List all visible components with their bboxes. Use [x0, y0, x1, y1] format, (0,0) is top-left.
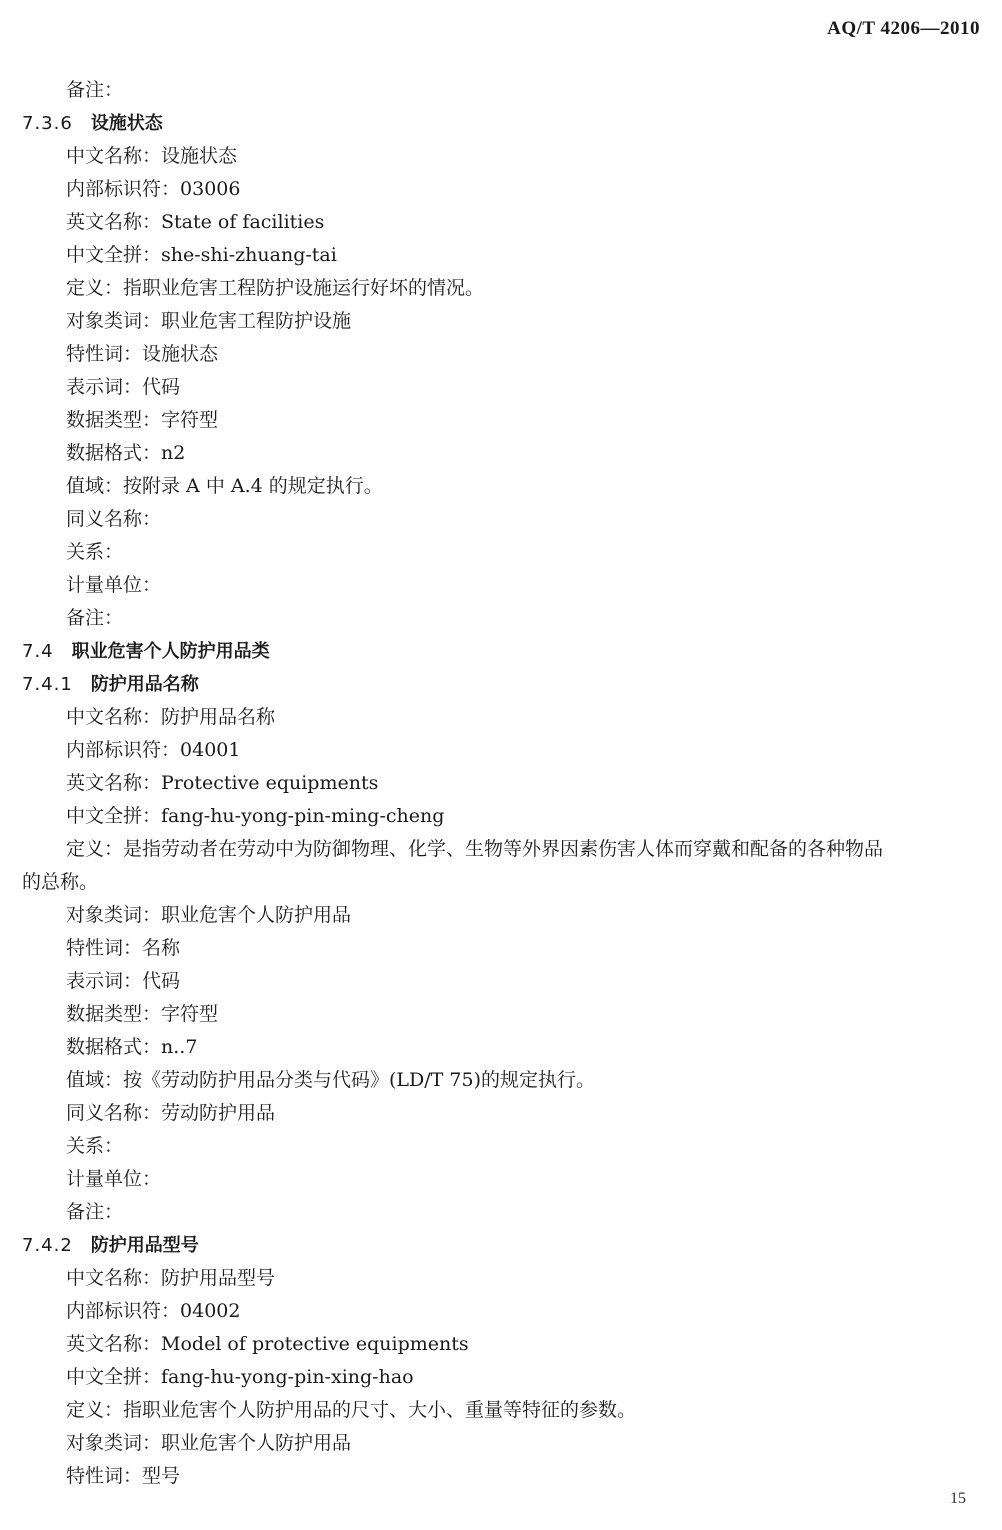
field-label: 特性词：: [66, 343, 143, 365]
field-label: 值域：: [66, 1069, 124, 1091]
field-line: [0, 1328, 1002, 1361]
field-line: [0, 272, 1002, 305]
field-value: 防护用品名称: [161, 706, 276, 728]
field-label: 中文名称：: [66, 1267, 162, 1289]
field-line: [0, 1196, 1002, 1229]
field-value: 的总称。: [22, 871, 99, 893]
field-value: Protective equipments: [161, 772, 379, 794]
field-value: 04001: [180, 739, 241, 761]
field-value: 名称: [142, 937, 181, 959]
field-label: 对象类词：: [66, 904, 162, 926]
field-value: 指职业危害工程防护设施运行好坏的情况。: [123, 277, 485, 299]
field-line: [0, 800, 1002, 833]
field-label: 英文名称：: [66, 772, 162, 794]
field-line: [0, 569, 1002, 602]
field-line: [0, 1262, 1002, 1295]
field-line: [0, 1427, 1002, 1460]
field-label: 计量单位：: [66, 1168, 162, 1190]
document-code: AQ/T 4206—2010: [827, 18, 980, 39]
field-label: 备注：: [66, 607, 124, 629]
field-label: 定义：: [66, 1399, 124, 1421]
field-label: 对象类词：: [66, 310, 162, 332]
field-label: 备注：: [66, 79, 124, 101]
field-line: [0, 1460, 1002, 1493]
field-value: 型号: [142, 1465, 181, 1487]
field-line: [0, 437, 1002, 470]
field-value: 04002: [180, 1300, 241, 1322]
field-label: 值域：: [66, 475, 124, 497]
field-value: 03006: [180, 178, 241, 200]
field-label: 英文名称：: [66, 211, 162, 233]
field-value: 设施状态: [142, 343, 219, 365]
field-line: [0, 140, 1002, 173]
field-line: [0, 899, 1002, 932]
field-value: n2: [161, 442, 186, 464]
field-label: 中文名称：: [66, 706, 162, 728]
field-line: [0, 767, 1002, 800]
section-heading: [0, 668, 1002, 701]
field-line: [0, 173, 1002, 206]
field-value: 代码: [142, 376, 181, 398]
field-label: 关系：: [66, 541, 124, 563]
document-body: [0, 74, 1002, 1493]
field-value: 职业危害个人防护用品: [161, 1432, 352, 1454]
field-label: 中文名称：: [66, 145, 162, 167]
field-line: [0, 602, 1002, 635]
field-value: 设施状态: [161, 145, 238, 167]
field-label: 对象类词：: [66, 1432, 162, 1454]
field-label: 英文名称：: [66, 1333, 162, 1355]
field-label: 定义：: [66, 838, 124, 860]
field-line: [0, 206, 1002, 239]
field-label: 中文全拼：: [66, 244, 162, 266]
field-value: 职业危害个人防护用品: [161, 904, 352, 926]
field-line: [0, 1394, 1002, 1427]
section-heading: [0, 107, 1002, 140]
section-number: 7.3.6: [22, 113, 73, 134]
field-value: State of facilities: [161, 211, 325, 233]
field-label: 同义名称：: [66, 508, 162, 530]
field-label: 特性词：: [66, 1465, 143, 1487]
field-line: [0, 932, 1002, 965]
field-line: [0, 701, 1002, 734]
field-label: 内部标识符：: [66, 739, 181, 761]
field-label: 特性词：: [66, 937, 143, 959]
field-value: 按附录 A 中 A.4 的规定执行。: [123, 475, 383, 497]
section-number: 7.4: [22, 641, 54, 662]
field-label: 计量单位：: [66, 574, 162, 596]
field-line: [0, 239, 1002, 272]
section-title: 设施状态: [90, 113, 163, 134]
field-line: [0, 1295, 1002, 1328]
field-line: [0, 536, 1002, 569]
field-label: 内部标识符：: [66, 1300, 181, 1322]
field-value: 字符型: [161, 1003, 219, 1025]
field-line: [0, 1130, 1002, 1163]
field-value: 防护用品型号: [161, 1267, 276, 1289]
field-line: [0, 371, 1002, 404]
field-value: fang-hu-yong-pin-ming-cheng: [161, 805, 445, 827]
field-label: 数据格式：: [66, 442, 162, 464]
section-title: 防护用品型号: [90, 1235, 199, 1256]
field-line: [0, 998, 1002, 1031]
field-label: 备注：: [66, 1201, 124, 1223]
field-label: 同义名称：: [66, 1102, 162, 1124]
page-number: 15: [950, 1490, 966, 1507]
field-label: 中文全拼：: [66, 1366, 162, 1388]
field-label: 表示词：: [66, 376, 143, 398]
section-title: 职业危害个人防护用品类: [71, 641, 270, 662]
field-value: 指职业危害个人防护用品的尺寸、大小、重量等特征的参数。: [123, 1399, 637, 1421]
field-label: 数据类型：: [66, 1003, 162, 1025]
section-title: 防护用品名称: [90, 674, 199, 695]
field-value: fang-hu-yong-pin-xing-hao: [161, 1366, 414, 1388]
field-value: Model of protective equipments: [161, 1333, 469, 1355]
field-line: [0, 1031, 1002, 1064]
field-line: [0, 1064, 1002, 1097]
field-value: 劳动防护用品: [161, 1102, 276, 1124]
field-line: [0, 1097, 1002, 1130]
field-label: 数据格式：: [66, 1036, 162, 1058]
field-label: 关系：: [66, 1135, 124, 1157]
field-value: 按《劳动防护用品分类与代码》(LD/T 75)的规定执行。: [123, 1069, 595, 1091]
section-number: 7.4.1: [22, 674, 73, 695]
section-heading: [0, 635, 1002, 668]
field-value: she-shi-zhuang-tai: [161, 244, 337, 266]
field-line: [0, 338, 1002, 371]
field-line: [0, 470, 1002, 503]
section-heading: [0, 1229, 1002, 1262]
field-line: [0, 1361, 1002, 1394]
field-line: [0, 965, 1002, 998]
field-label: 数据类型：: [66, 409, 162, 431]
field-line: [0, 503, 1002, 536]
field-label: 表示词：: [66, 970, 143, 992]
field-label: 内部标识符：: [66, 178, 181, 200]
field-line: [0, 74, 1002, 107]
field-value: 职业危害工程防护设施: [161, 310, 352, 332]
field-value: n..7: [161, 1036, 198, 1058]
field-label: 定义：: [66, 277, 124, 299]
field-line: [0, 833, 1002, 866]
field-continuation: [0, 866, 1002, 899]
field-line: [0, 1163, 1002, 1196]
field-value: 代码: [142, 970, 181, 992]
field-line: [0, 305, 1002, 338]
field-line: [0, 734, 1002, 767]
field-value: 是指劳动者在劳动中为防御物理、化学、生物等外界因素伤害人体而穿戴和配备的各种物品: [123, 838, 884, 860]
field-line: [0, 404, 1002, 437]
section-number: 7.4.2: [22, 1235, 73, 1256]
field-value: 字符型: [161, 409, 219, 431]
field-label: 中文全拼：: [66, 805, 162, 827]
